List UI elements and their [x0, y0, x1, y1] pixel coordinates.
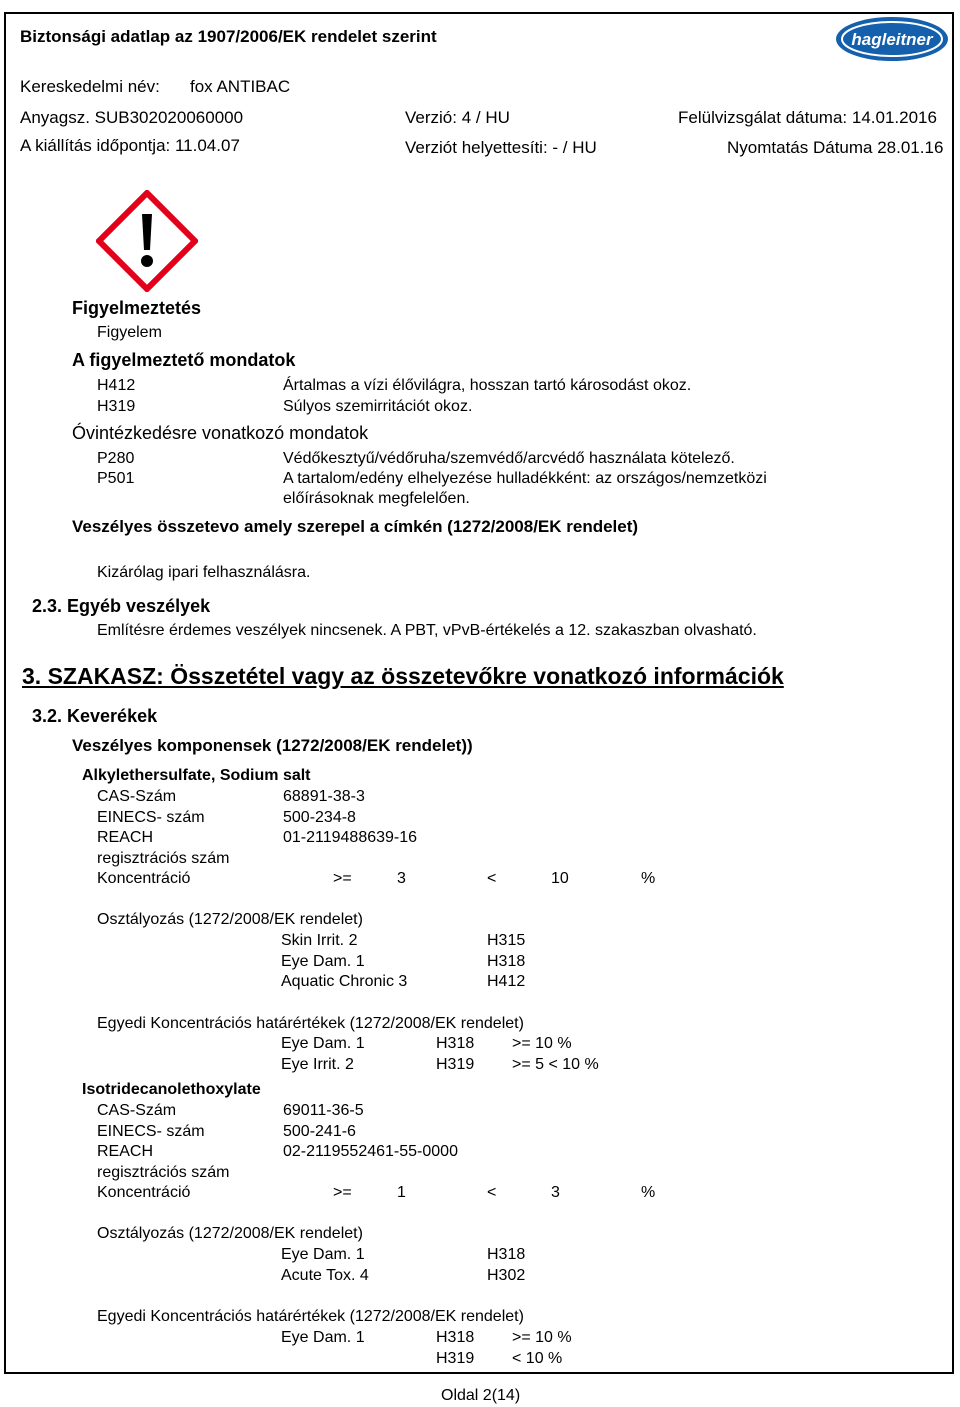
trade-name: fox ANTIBAC — [190, 77, 291, 96]
limit-class: Eye Dam. 1 — [281, 1035, 365, 1052]
document-title: Biztonsági adatlap az 1907/2006/EK rendelet szerint — [20, 27, 437, 46]
conc-op: < — [487, 870, 497, 887]
classification-class: Eye Dam. 1 — [281, 1246, 365, 1263]
p-text: Védőkesztyű/védőruha/szemvédő/arcvédő használata kötelező. — [283, 450, 735, 467]
limit-value: >= 10 % — [512, 1329, 572, 1346]
replaces-version: Verziót helyettesíti: - / HU — [405, 138, 597, 157]
p-code: P280 — [97, 450, 135, 467]
conc-unit: % — [641, 870, 656, 887]
signal-word: Figyelem — [97, 324, 162, 341]
conc-op: >= — [333, 870, 352, 887]
reach-label: REACH — [97, 1143, 154, 1160]
h-text: Súlyos szemirritációt okoz. — [283, 398, 473, 415]
industrial-use-note: Kizárólag ipari felhasználásra. — [97, 564, 311, 581]
einecs-label: EINECS- szám — [97, 809, 205, 826]
hazardous-components-heading: Veszélyes komponensek (1272/2008/EK rendelet)) — [72, 736, 473, 755]
p-statements-heading: Óvintézkedésre vonatkozó mondatok — [72, 423, 369, 443]
limit-h: H319 — [436, 1056, 475, 1073]
reach-label-cont: regisztrációs szám — [97, 850, 230, 867]
classification-h: H412 — [487, 973, 526, 990]
limit-value: < 10 % — [512, 1350, 563, 1367]
h-code: H412 — [97, 377, 136, 394]
cas-label: CAS-Szám — [97, 1102, 177, 1119]
cas-label: CAS-Szám — [97, 788, 177, 805]
signal-heading: Figyelmeztetés — [72, 298, 202, 318]
h-statements-heading: A figyelmeztető mondatok — [72, 350, 296, 370]
limit-h: H318 — [436, 1329, 475, 1346]
cas-value: 68891-38-3 — [283, 788, 365, 805]
classification-class: Acute Tox. 4 — [281, 1267, 369, 1284]
specific-limits-label: Egyedi Koncentrációs határértékek (1272/2008/EK rendelet) — [97, 1308, 524, 1325]
conc-op: < — [487, 1184, 497, 1201]
conc-value: 10 — [551, 870, 569, 887]
classification-h: H318 — [487, 953, 526, 970]
specific-limits-label: Egyedi Koncentrációs határértékek (1272/2008/EK rendelet) — [97, 1015, 524, 1032]
einecs-label: EINECS- szám — [97, 1123, 205, 1140]
reach-label-cont: regisztrációs szám — [97, 1164, 230, 1181]
classification-label: Osztályozás (1272/2008/EK rendelet) — [97, 911, 363, 928]
issue-date: A kiállítás időpontja: 11.04.07 — [20, 136, 240, 155]
cas-value: 69011-36-5 — [283, 1102, 364, 1119]
h-text: Ártalmas a vízi élővilágra, hosszan tartó károsodást okoz. — [283, 377, 692, 394]
conc-value: 1 — [397, 1184, 406, 1201]
concentration-label: Koncentráció — [97, 1184, 191, 1201]
classification-class: Eye Dam. 1 — [281, 953, 365, 970]
einecs-value: 500-234-8 — [283, 809, 356, 826]
limit-h: H319 — [436, 1350, 475, 1367]
limit-class: Eye Irrit. 2 — [281, 1056, 354, 1073]
classification-class: Aquatic Chronic 3 — [281, 973, 408, 990]
classification-h: H318 — [487, 1246, 526, 1263]
exclamation-mark-pictogram-icon — [96, 190, 198, 292]
section-3-heading: 3. SZAKASZ: Összetétel vagy az összetevőkre vonatkozó információk — [22, 663, 784, 689]
reach-value: 01-2119488639-16 — [283, 829, 418, 846]
reach-label: REACH — [97, 829, 154, 846]
p-code: P501 — [97, 470, 135, 487]
hagleitner-logo-icon — [834, 14, 950, 64]
p-text: A tartalom/edény elhelyezése hulladékként: az országos/nemzetközi — [283, 470, 767, 487]
other-hazards-text: Említésre érdemes veszélyek nincsenek. A PBT, vPvB-értékelés a 12. szakaszban olvasható. — [97, 622, 757, 639]
classification-class: Skin Irrit. 2 — [281, 932, 358, 949]
conc-unit: % — [641, 1184, 656, 1201]
logo-text: hagleitner — [851, 30, 933, 49]
reach-value: 02-2119552461-55-0000 — [283, 1143, 458, 1160]
component-name: Isotridecanolethoxylate — [82, 1081, 261, 1098]
limit-class: Eye Dam. 1 — [281, 1329, 365, 1346]
page-number: Oldal 2(14) — [441, 1387, 521, 1404]
print-date: Nyomtatás Dátuma 28.01.16 — [727, 138, 944, 157]
concentration-label: Koncentráció — [97, 870, 191, 887]
trade-name-label: Kereskedelmi név: — [20, 77, 160, 96]
limit-h: H318 — [436, 1035, 475, 1052]
conc-value: 3 — [397, 870, 406, 887]
material-number: Anyagsz. SUB302020060000 — [20, 108, 244, 127]
limit-value: >= 5 < 10 % — [512, 1056, 599, 1073]
conc-op: >= — [333, 1184, 352, 1201]
conc-value: 3 — [551, 1184, 560, 1201]
einecs-value: 500-241-6 — [283, 1123, 356, 1140]
classification-h: H315 — [487, 932, 526, 949]
h-code: H319 — [97, 398, 136, 415]
revision-date: Felülvizsgálat dátuma: 14.01.2016 — [678, 108, 937, 127]
classification-label: Osztályozás (1272/2008/EK rendelet) — [97, 1225, 363, 1242]
p-text: előírásoknak megfelelően. — [283, 490, 470, 507]
label-components-heading: Veszélyes összetevo amely szerepel a címkén (1272/2008/EK rendelet) — [72, 517, 639, 536]
version: Verzió: 4 / HU — [405, 108, 510, 127]
classification-h: H302 — [487, 1267, 526, 1284]
limit-value: >= 10 % — [512, 1035, 572, 1052]
other-hazards-heading: 2.3. Egyéb veszélyek — [32, 596, 211, 616]
mixtures-heading: 3.2. Keverékek — [32, 706, 158, 726]
component-name: Alkylethersulfate, Sodium salt — [82, 767, 311, 784]
